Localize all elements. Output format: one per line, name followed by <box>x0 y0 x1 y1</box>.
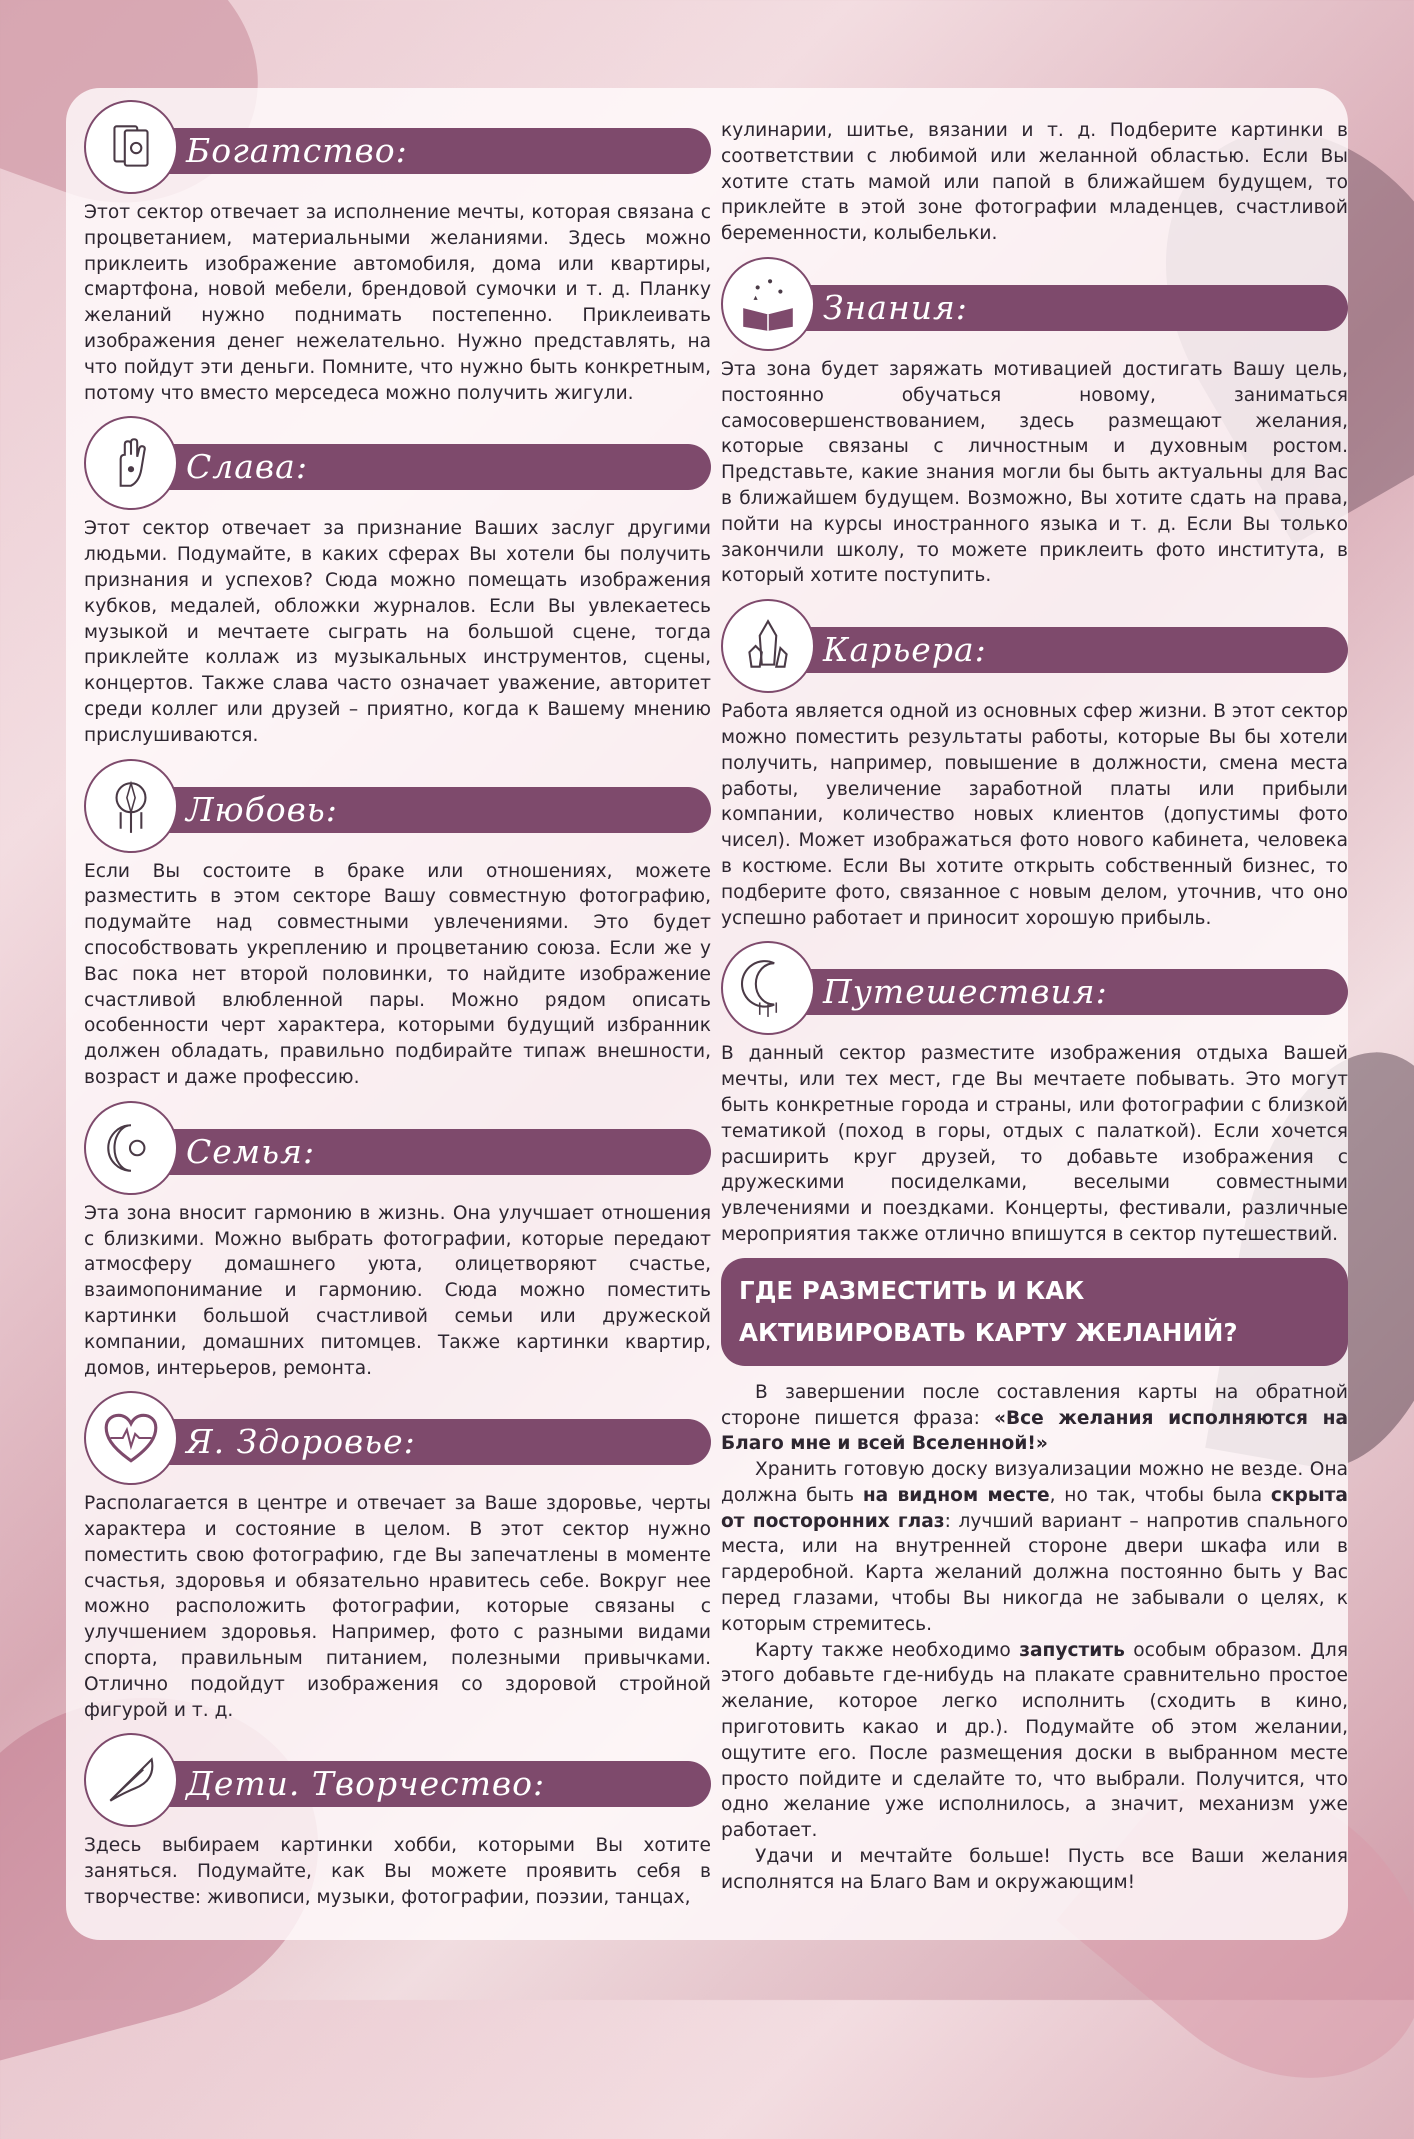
activation-paragraph: Удачи и мечтайте больше! Пусть все Ваши желания исполнятся на Благо Вам и окружающим! <box>721 1846 1348 1893</box>
section-text: Работа является одной из основных сфер жизни. В этот сектор можно поместить результаты работы, которые Вы бы хотели получить, например, повышение в должности, смена места работы, увеличение заработной платы или прибыли компании, количество новых клиентов (допустимы фото чисел). Может изображаться фото нового кабинета, человека в костюме. Если Вы хотите открыть собственный бизнес, то подберите фото, связанное с новым делом, уточнив, что оно успешно работает и приносит хорошую прибыль. <box>721 701 1348 929</box>
activation-paragraph: Карту также необходимо запустить особым образом. Для этого добавьте где-нибудь на плакате сравнительно простое желание, которое легко исполнить (сходить в кино, приготовить какао и др.). Подумайте об этом желании, ощутите его. После размещения доски в выбранном месте просто пойдите и сделайте то, что выбрали. Получится, что одно желание уже исполнилось, а значит, механизм уже работает. <box>721 1639 1348 1842</box>
heart-pulse-icon <box>84 1391 178 1485</box>
section-text: Располагается в центре и отвечает за Ваше здоровье, черты характера и состояние в целом. В этот сектор нужно поместить свою фотографию, где Вы запечатлены в моменте счастья, здоровья и обязательно нравитесь себе. Вокруг нее можно расположить фотографии, которые связаны с улучшением здоровья. Например, фото с разными видами спорта, правильным питанием, полезными привычками. Отлично подойдут изображения со здоровой стройной фигурой и т. д. <box>84 1493 711 1721</box>
section-title: Знания: <box>823 287 968 327</box>
section-title: Слава: <box>186 447 308 487</box>
section-title: Путешествия: <box>823 972 1108 1012</box>
section-header <box>84 100 711 194</box>
activation-paragraph: В завершении после составления карты на обратной стороне пишется фраза: «Все желания исполняются на Благо мне и всей Вселенной!» <box>721 1381 1348 1455</box>
section-title: Дети. Творчество: <box>186 1764 546 1804</box>
section-text: Этот сектор отвечает за исполнение мечты, которая связана с процветанием, материальными желаниями. Здесь можно приклеить изображение автомобиля, дома или квартиры, смартфона, новой мебели, брендовой сумочки и т. д. Планку желаний нужно поднимать постепенно. Приклеивать изображения денег нежелательно. Нужно представлять, на что пойдут эти деньги. Помните, что нужно быть конкретным, потому что вместо мерседеса можно получить жигули. <box>84 202 711 404</box>
section-health <box>84 1391 711 1723</box>
crystal-icon <box>721 599 815 693</box>
section-knowledge <box>721 257 1348 589</box>
section-text: Этот сектор отвечает за признание Ваших заслуг другими людьми. Подумайте, в каких сферах Вы хотели бы получить признания и успехов? Сюда можно помещать изображения кубков, медалей, обложки журналов. Если Вы увлекаетесь музыкой и мечтаете сыграть на большой сцене, тогда приклейте коллаж из музыкальных инструментов, сцены, концертов. Также слава часто означает уважение, авторитет среди коллег или друзей – приятно, когда к Вашему мнению прислушиваются. <box>84 518 711 746</box>
section-header <box>84 1101 711 1195</box>
section-title: Я. Здоровье: <box>186 1422 416 1462</box>
section-text: Здесь выбираем картинки хобби, которыми Вы хотите заняться. Подумайте, как Вы можете проявить себя в творчестве: живописи, музыки, фотографии, поэзии, танцах, <box>84 1835 711 1909</box>
section-title: Семья: <box>186 1131 316 1171</box>
section-travel <box>721 941 1348 1247</box>
section-children <box>84 1733 711 1910</box>
palm-hand-icon <box>84 416 178 510</box>
section-title: Богатство: <box>186 131 408 170</box>
right-column <box>721 118 1348 1896</box>
section-text: Если Вы состоите в браке или отношениях, можете разместить в этом секторе Вашу совместную фотографию, подумайте над совместными увлечениями. Это будет способствовать укреплению и процветанию союза. Если же у Вас пока нет второй половинки, то найдите изображение счастливой влюбленной пары. Можно рядом описать особенности черт характера, которыми будущий избранник должен обладать, правильно подбирайте типаж внешности, возраст и даже профессию. <box>84 860 711 1088</box>
activation-heading-line: АКТИВИРОВАТЬ КАРТУ ЖЕЛАНИЙ? <box>739 1317 1238 1347</box>
open-book-icon <box>721 257 815 351</box>
left-column <box>84 100 711 1921</box>
section-header <box>84 1391 711 1485</box>
section-header <box>721 599 1348 693</box>
crescent-moon-icon <box>721 941 815 1035</box>
section-header <box>84 759 711 853</box>
section-title: Любовь: <box>186 789 338 829</box>
feather-icon <box>84 1733 178 1827</box>
section-header <box>721 941 1348 1035</box>
section-fame <box>84 416 711 748</box>
moon-sun-icon <box>84 1101 178 1195</box>
section-header <box>84 1733 711 1827</box>
section-career <box>721 599 1348 931</box>
tarot-cards-icon <box>84 100 178 194</box>
section-family <box>84 1101 711 1382</box>
section-text: Эта зона будет заряжать мотивацией достигать Вашу цель, постоянно обучаться новому, заниматься самосовершенствованием, здесь размещают желания, которые связаны с личностным и духовным ростом. Представьте, какие знания могли бы быть актуальны для Вас в ближайшем будущем. Возможно, Вы хотите сдать на права, пойти на курсы иностранного языка и т. д. Если Вы только закончили школу, то можете приклеить фото института, в который хотите поступить. <box>721 358 1348 587</box>
section-title: Карьера: <box>823 630 987 670</box>
section-wealth <box>84 100 711 406</box>
continuation-text: кулинарии, шитье, вязании и т. д. Подберите картинки в соответствии с любимой или желанной областью. Если Вы хотите стать мамой или папой в ближайшем будущем, то приклейте в этой зоне фотографии младенцев, счастливой беременности, колыбельки. <box>721 120 1348 245</box>
section-header <box>84 416 711 510</box>
section-text: В данный сектор разместите изображения отдыха Вашей мечты, или тех мест, где Вы мечтаете побывать. Это могут быть конкретные города и страны, или фотографии с близкой тематикой (поход в горы, отдых с палаткой). Если хочется расширить круг друзей, то добавьте изображения с дружескими посиделками, веселыми совместными увлечениями и поездками. Концерты, фестивали, различные мероприятия также отлично впишутся в сектор путешествий. <box>721 1043 1348 1245</box>
section-love <box>84 759 711 1091</box>
activation-paragraph: Хранить готовую доску визуализации можно не везде. Она должна быть на видном месте, но так, чтобы была скрыта от посторонних глаз: лучший вариант – напротив спального места, или на внутренней стороне двери шкафа или в гардеробной. Карта желаний должна постоянно быть у Вас перед глазами, чтобы Вы никогда не забывали о целях, к которым стремитесь. <box>721 1459 1348 1635</box>
dreamcatcher-icon <box>84 759 178 853</box>
activation-heading-line: ГДЕ РАЗМЕСТИТЬ И КАК <box>739 1275 1085 1305</box>
activation-heading <box>721 1258 1348 1366</box>
section-text: Эта зона вносит гармонию в жизнь. Она улучшает отношения с близкими. Можно выбрать фотографии, которые передают атмосферу домашнего уюта, олицетворяют счастье, взаимопонимание и гармонию. Сюда можно поместить картинки большой счастливой семьи или дружеской компании, домашних питомцев. Также картинки квартир, домов, интерьеров, ремонта. <box>84 1202 711 1379</box>
section-header <box>721 257 1348 351</box>
